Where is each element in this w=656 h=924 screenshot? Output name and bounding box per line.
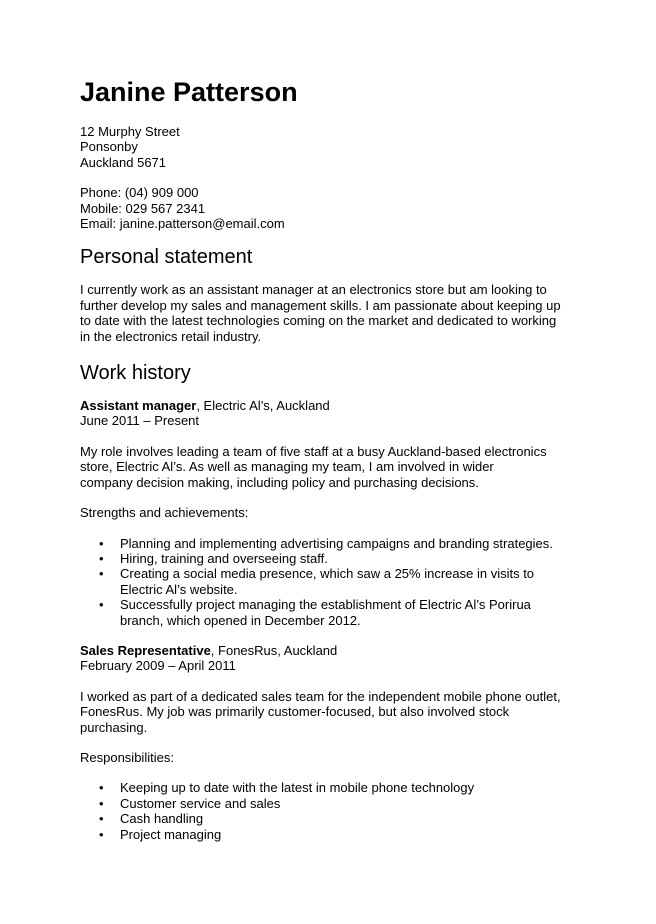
list-item-text: Planning and implementing advertising campaigns and branding strategies.	[120, 535, 553, 551]
bullet-list	[80, 536, 616, 628]
job-description	[80, 444, 616, 490]
text-line: I currently work as an assistant manager at an electronics store but am looking to	[80, 282, 547, 298]
bullet-icon: •	[99, 550, 104, 566]
address-line: Auckland 5671	[80, 154, 167, 170]
list-item	[99, 550, 616, 566]
address-line: Ponsonby	[80, 139, 138, 155]
list-item-text: Successfully project managing the establishment of Electric Al’s Porirua	[120, 597, 531, 613]
list-item-text: Creating a social media presence, which saw a 25% increase in visits to	[120, 566, 535, 582]
section-heading-personal-statement: Personal statement	[80, 246, 253, 269]
list-item-text: Project managing	[120, 826, 222, 842]
list-item	[99, 780, 616, 796]
bullet-icon: •	[99, 597, 104, 613]
personal-statement-text	[80, 282, 616, 344]
job-entry	[80, 398, 616, 628]
job-employer: , Electric Al’s, Auckland	[196, 398, 330, 414]
job-title-line	[80, 643, 616, 658]
bullet-icon: •	[99, 535, 104, 551]
bullet-icon: •	[99, 795, 104, 811]
bullet-icon: •	[99, 826, 104, 842]
list-item	[99, 535, 616, 551]
bullet-icon: •	[99, 780, 104, 796]
list-item-text: Electric Al’s website.	[120, 581, 238, 597]
list-item-text: Cash handling	[120, 811, 204, 827]
job-entry	[80, 643, 616, 842]
section-heading-work-history: Work history	[80, 362, 191, 385]
text-line: purchasing.	[80, 719, 148, 735]
address-line: 12 Murphy Street	[80, 124, 180, 139]
personal-statement-section	[80, 245, 616, 344]
list-item	[99, 826, 616, 842]
work-history-section	[80, 361, 616, 842]
text-line: in the electronics retail industry.	[80, 328, 262, 344]
list-item	[99, 795, 616, 811]
list-item-text: Customer service and sales	[120, 795, 281, 811]
contact-block	[80, 185, 616, 231]
list-item	[99, 811, 616, 827]
job-title-line	[80, 398, 616, 413]
job-dates: June 2011 – Present	[80, 413, 200, 429]
text-line: further develop my sales and management skills. I am passionate about keeping up	[80, 297, 561, 313]
text-line: store, Electric Al’s. As well as managing my team, I am involved in wider	[80, 459, 494, 475]
list-item	[99, 597, 616, 628]
cv-name: Janine Patterson	[80, 77, 298, 107]
address-block	[80, 124, 616, 170]
text-line: My role involves leading a team of five staff at a busy Auckland-based electronics	[80, 443, 547, 459]
list-item-text: branch, which opened in December 2012.	[120, 612, 361, 628]
text-line: FonesRus. My job was primarily customer-focused, but also involved stock	[80, 704, 510, 720]
bullet-icon: •	[99, 566, 104, 582]
list-item	[99, 566, 616, 597]
bullet-list	[80, 780, 616, 842]
list-heading: Strengths and achievements:	[80, 505, 249, 521]
list-item-text: Hiring, training and overseeing staff.	[120, 550, 328, 566]
job-dates: February 2009 – April 2011	[80, 658, 236, 674]
mobile-line: Mobile: 029 567 2341	[80, 200, 206, 216]
text-line: company decision making, including policy and purchasing decisions.	[80, 474, 479, 490]
job-description	[80, 689, 616, 735]
bullet-icon: •	[99, 811, 104, 827]
job-title: Assistant manager	[80, 398, 197, 414]
email-line: Email: janine.patterson@email.com	[80, 216, 285, 232]
text-line: to date with the latest technologies coming on the market and dedicated to working	[80, 313, 557, 329]
job-employer: , FonesRus, Auckland	[210, 642, 338, 658]
list-item-text: Keeping up to date with the latest in mobile phone technology	[120, 780, 475, 796]
text-line: I worked as part of a dedicated sales team for the independent mobile phone outlet,	[80, 688, 561, 704]
job-title: Sales Representative	[80, 642, 211, 658]
phone-line: Phone: (04) 909 000	[80, 185, 199, 201]
list-heading: Responsibilities:	[80, 749, 174, 765]
